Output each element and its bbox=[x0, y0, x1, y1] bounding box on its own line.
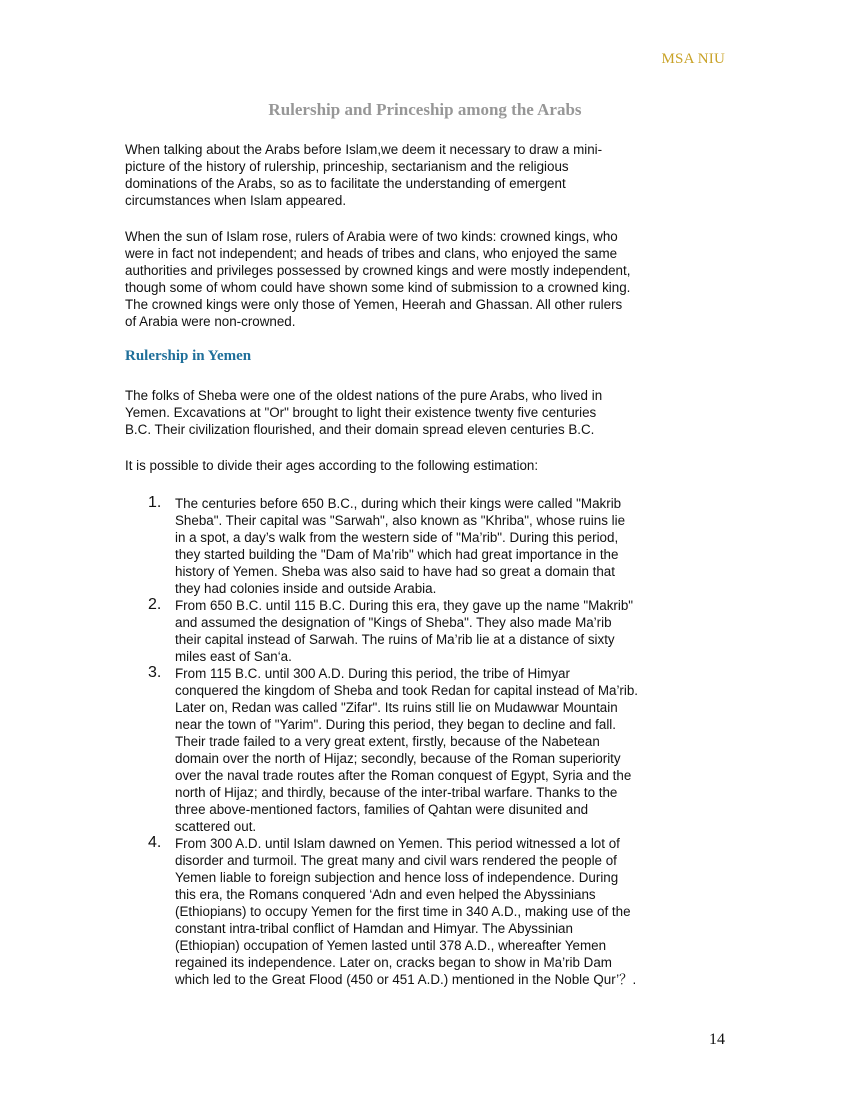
text-line: Yemen. Excavations at "Or" brought to light their existence twenty five centuries bbox=[125, 405, 597, 420]
text-line: miles east of San‘a. bbox=[175, 649, 292, 664]
rulers-paragraph bbox=[125, 228, 630, 330]
text-line: It is possible to divide their ages according to the following estimation: bbox=[125, 458, 539, 473]
text-line: Yemen liable to foreign subjection and hence loss of independence. During bbox=[175, 870, 619, 885]
text-line: near the town of "Yarim". During this period, they began to decline and fall. bbox=[175, 717, 616, 732]
text-line: The folks of Sheba were one of the oldest nations of the pure Arabs, who lived in bbox=[125, 388, 603, 403]
text-line: dominations of the Arabs, so as to facilitate the understanding of emergent bbox=[125, 176, 566, 191]
text-line: Later on, Redan was called "Zifar". Its ruins still lie on Mudawwar Mountain bbox=[175, 700, 618, 715]
text-line: disorder and turmoil. The great many and civil wars rendered the people of bbox=[175, 853, 617, 868]
page-number: 14 bbox=[709, 1031, 725, 1048]
text-line: (Ethiopian) occupation of Yemen lasted until 378 A.D., whereafter Yemen bbox=[175, 938, 607, 953]
text-line: From 300 A.D. until Islam dawned on Yemen. This period witnessed a lot of bbox=[175, 836, 620, 851]
sheba-paragraph bbox=[125, 387, 602, 438]
text-line: three above-mentioned factors, families of Qahtan were disunited and bbox=[175, 802, 589, 817]
text-line: they had colonies inside and outside Arabia. bbox=[175, 581, 437, 596]
text-line: (Ethiopians) to occupy Yemen for the first time in 340 A.D., making use of the bbox=[175, 904, 631, 919]
text-line: From 650 B.C. until 115 B.C. During this era, they gave up the name "Makrib" bbox=[175, 598, 634, 613]
text-line: Their trade failed to a very great extent, firstly, because of the Nabetean bbox=[175, 734, 600, 749]
list-item bbox=[148, 495, 638, 597]
text-line: over the naval trade routes after the Roman conquest of Egypt, Syria and the bbox=[175, 768, 632, 783]
running-header: MSA NIU bbox=[661, 51, 725, 67]
text-line: this era, the Romans conquered ‘Adn and even helped the Abyssinians bbox=[175, 887, 596, 902]
text-line: When talking about the Arabs before Islam,we deem it necessary to draw a mini- bbox=[125, 142, 603, 157]
list-item bbox=[148, 597, 638, 665]
text-line: regained its independence. Later on, cracks began to show in Ma’rib Dam bbox=[175, 955, 612, 970]
text-line: which led to the Great Flood (450 or 451 A.D.) mentioned in the Noble Qur’？. bbox=[175, 972, 637, 987]
list-number: 3. bbox=[148, 664, 162, 681]
text-line: From 115 B.C. until 300 A.D. During this period, the tribe of Himyar bbox=[175, 666, 570, 681]
text-line: were in fact not independent; and heads of tribes and clans, who enjoyed the same bbox=[125, 246, 618, 261]
text-line: and assumed the designation of "Kings of Sheba". They also made Ma’rib bbox=[175, 615, 612, 630]
page-title: Rulership and Princeship among the Arabs bbox=[268, 100, 582, 119]
text-line: their capital instead of Sarwah. The ruins of Ma’rib lie at a distance of sixty bbox=[175, 632, 615, 647]
section-heading: Rulership in Yemen bbox=[125, 348, 252, 364]
ages-list bbox=[148, 495, 638, 988]
text-line: The centuries before 650 B.C., during which their kings were called "Makrib bbox=[175, 496, 622, 511]
text-line: conquered the kingdom of Sheba and took Redan for capital instead of Ma’rib. bbox=[175, 683, 639, 698]
text-line: When the sun of Islam rose, rulers of Arabia were of two kinds: crowned kings, who bbox=[125, 229, 618, 244]
list-number: 1. bbox=[148, 494, 162, 511]
text-line: circumstances when Islam appeared. bbox=[125, 193, 347, 208]
text-line: picture of the history of rulership, princeship, sectarianism and the religious bbox=[125, 159, 569, 174]
text-line: authorities and privileges possessed by crowned kings and were mostly independent, bbox=[125, 263, 631, 278]
list-item bbox=[148, 835, 638, 988]
text-line: B.C. Their civilization flourished, and their domain spread eleven centuries B.C. bbox=[125, 422, 595, 437]
text-line: north of Hijaz; and thirdly, because of the inter-tribal warfare. Thanks to the bbox=[175, 785, 618, 800]
list-number: 4. bbox=[148, 834, 162, 851]
list-item bbox=[148, 665, 638, 835]
text-line: history of Yemen. Sheba was also said to have had so great a domain that bbox=[175, 564, 615, 579]
text-line: they started building the "Dam of Ma’rib" which had great importance in the bbox=[175, 547, 619, 562]
text-line: domain over the north of Hijaz; secondly, because of the Roman superiority bbox=[175, 751, 621, 766]
text-line: scattered out. bbox=[175, 819, 257, 834]
estimation-paragraph bbox=[125, 457, 538, 474]
intro-paragraph bbox=[125, 141, 602, 209]
text-line: The crowned kings were only those of Yemen, Heerah and Ghassan. All other rulers bbox=[125, 297, 623, 312]
list-number: 2. bbox=[148, 596, 162, 613]
text-line: Sheba". Their capital was "Sarwah", also known as "Khriba", whose ruins lie bbox=[175, 513, 626, 528]
text-line: of Arabia were non-crowned. bbox=[125, 314, 296, 329]
text-line: constant intra-tribal conflict of Hamdan and Himyar. The Abyssinian bbox=[175, 921, 573, 936]
text-line: though some of whom could have shown some kind of submission to a crowned king. bbox=[125, 280, 631, 295]
text-line: in a spot, a day’s walk from the western side of "Ma’rib". During this period, bbox=[175, 530, 619, 545]
